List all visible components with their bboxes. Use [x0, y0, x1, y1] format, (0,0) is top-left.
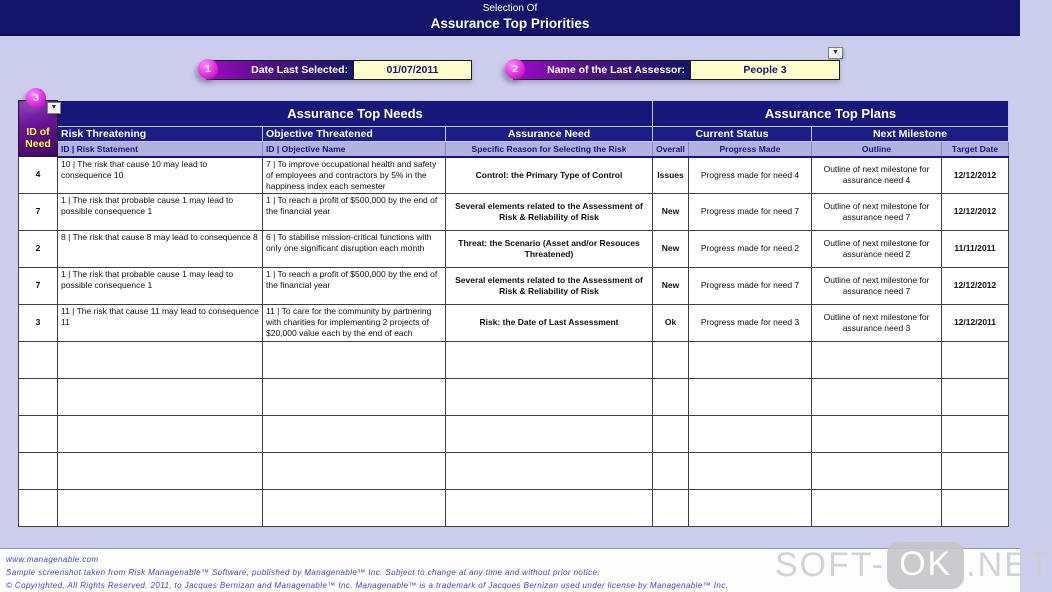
empty-cell	[812, 342, 942, 379]
specific-reason-column-header: Specific Reason for Selecting the Risk	[446, 142, 653, 157]
empty-cell	[58, 490, 263, 527]
progress-made-cell: Progress made for need 7	[689, 268, 812, 305]
empty-cell	[58, 416, 263, 453]
objective-threatened-header: Objective Threatened	[263, 127, 446, 142]
last-assessor-control	[513, 60, 840, 80]
watermark-text: SOFT-	[775, 545, 886, 584]
empty-cell	[58, 379, 263, 416]
footer-copyright: © Copyrighted, All Rights Reserved, 2011, to Jacques Bernizan and Managenable™ Inc. Managenable™ is a trademark of Jacques Bernizan used under license by Managenable™ Inc.	[6, 581, 729, 590]
need-id-cell: 4	[19, 157, 58, 194]
watermark-text: .NET	[966, 545, 1052, 584]
target-date-cell: 12/12/2012	[942, 157, 1009, 194]
table-row	[19, 157, 1009, 194]
assurance-need-cell: Risk: the Date of Last Assessment	[446, 305, 653, 342]
target-date-cell: 12/12/2011	[942, 305, 1009, 342]
objective-cell: 1 | To reach a profit of $500,000 by the end of the financial year	[263, 194, 446, 231]
empty-cell	[942, 416, 1009, 453]
assessor-dropdown-button[interactable]	[828, 47, 843, 59]
milestone-outline-cell: Outline of next milestone for assurance need 7	[812, 194, 942, 231]
empty-cell	[689, 490, 812, 527]
objective-cell: 11 | To care for the community by partnering with charities for implementing 2 projects of $20,000 value each by the end of each	[263, 305, 446, 342]
need-id-cell: 2	[19, 231, 58, 268]
empty-table-row	[19, 342, 1009, 379]
date-last-selected-field[interactable]: 01/07/2011	[353, 61, 471, 79]
footer-website-url: www.managenable.com	[6, 555, 99, 564]
target-date-cell: 12/12/2012	[942, 194, 1009, 231]
objective-cell: 1 | To reach a profit of $500,000 by the end of the financial year	[263, 268, 446, 305]
empty-cell	[446, 453, 653, 490]
empty-cell	[812, 490, 942, 527]
empty-cell	[653, 416, 689, 453]
empty-cell	[263, 379, 446, 416]
milestone-outline-cell: Outline of next milestone for assurance need 7	[812, 268, 942, 305]
empty-cell	[812, 416, 942, 453]
id-of-need-header: ID of Need	[19, 101, 58, 157]
assurance-top-plans-header: Assurance Top Plans	[653, 101, 1009, 127]
empty-cell	[58, 453, 263, 490]
progress-made-cell: Progress made for need 2	[689, 231, 812, 268]
target-date-column-header: Target Date	[942, 142, 1009, 157]
empty-cell	[446, 379, 653, 416]
chevron-down-icon: ▼	[832, 49, 839, 56]
id-filter-dropdown-button[interactable]	[47, 102, 61, 114]
table-row	[19, 268, 1009, 305]
assurance-need-cell: Threat: the Scenario (Asset and/or Resouces Threatened)	[446, 231, 653, 268]
empty-table-row	[19, 453, 1009, 490]
assurance-top-needs-header: Assurance Top Needs	[58, 101, 653, 127]
title-subtext: Selection Of	[482, 3, 538, 14]
empty-cell	[19, 379, 58, 416]
progress-made-column-header: Progress Made	[689, 142, 812, 157]
risk-statement-cell: 11 | The risk that cause 11 may lead to consequence 11	[58, 305, 263, 342]
risk-threatening-header: Risk Threatening	[58, 127, 263, 142]
empty-cell	[263, 416, 446, 453]
overall-status-cell: New	[653, 194, 689, 231]
empty-cell	[942, 342, 1009, 379]
empty-table-row	[19, 490, 1009, 527]
empty-table-row	[19, 379, 1009, 416]
empty-cell	[942, 453, 1009, 490]
empty-cell	[446, 416, 653, 453]
table-row	[19, 194, 1009, 231]
overall-status-cell: Issues	[653, 157, 689, 194]
table-row	[19, 231, 1009, 268]
overall-column-header: Overall	[653, 142, 689, 157]
milestone-outline-cell: Outline of next milestone for assurance need 2	[812, 231, 942, 268]
outline-column-header: Outline	[812, 142, 942, 157]
empty-cell	[19, 490, 58, 527]
milestone-outline-cell: Outline of next milestone for assurance need 3	[812, 305, 942, 342]
empty-table-row	[19, 416, 1009, 453]
priorities-table	[18, 100, 1009, 527]
table-row	[19, 305, 1009, 342]
empty-cell	[812, 379, 942, 416]
objective-name-column-header: ID | Objective Name	[263, 142, 446, 157]
watermark-badge: OK	[887, 542, 964, 589]
date-last-selected-control	[206, 60, 472, 80]
table-body	[19, 157, 1009, 527]
target-date-cell: 12/12/2012	[942, 268, 1009, 305]
need-id-cell: 7	[19, 268, 58, 305]
assurance-need-header: Assurance Need	[446, 127, 653, 142]
need-id-cell: 7	[19, 194, 58, 231]
assurance-need-cell: Control: the Primary Type of Control	[446, 157, 653, 194]
footer-disclaimer: Sample screenshot taken from Risk Managenable™ Software, published by Managenable™ Inc. Subject to change at any time and without prior notice.	[6, 568, 600, 577]
assurance-need-cell: Several elements related to the Assessment of Risk & Reliability of Risk	[446, 194, 653, 231]
assurance-need-cell: Several elements related to the Assessment of Risk & Reliability of Risk	[446, 268, 653, 305]
empty-cell	[19, 342, 58, 379]
objective-cell: 7 | To improve occupational health and safety of employees and contractors by 5% in the happiness index each semester	[263, 157, 446, 194]
step-3-badge: 3	[26, 88, 46, 108]
step-1-badge: 1	[198, 59, 218, 79]
date-last-selected-label: Date Last Selected:	[207, 61, 353, 79]
empty-cell	[263, 490, 446, 527]
risk-statement-cell: 10 | The risk that cause 10 may lead to consequence 10	[58, 157, 263, 194]
last-assessor-label: Name of the Last Assessor:	[514, 61, 690, 79]
empty-cell	[689, 342, 812, 379]
empty-cell	[942, 490, 1009, 527]
milestone-outline-cell: Outline of next milestone for assurance need 4	[812, 157, 942, 194]
overall-status-cell: Ok	[653, 305, 689, 342]
empty-cell	[942, 379, 1009, 416]
page-title: Assurance Top Priorities	[430, 16, 590, 31]
empty-cell	[689, 453, 812, 490]
empty-cell	[58, 342, 263, 379]
risk-statement-cell: 1 | The risk that probable cause 1 may lead to possible consequence 1	[58, 194, 263, 231]
objective-cell: 6 | To stabilise mission-critical functions with only one significant disruption each month	[263, 231, 446, 268]
target-date-cell: 11/11/2011	[942, 231, 1009, 268]
empty-cell	[689, 416, 812, 453]
title-bar	[0, 0, 1020, 36]
progress-made-cell: Progress made for need 3	[689, 305, 812, 342]
chevron-down-icon: ▼	[50, 104, 58, 111]
empty-cell	[446, 490, 653, 527]
empty-cell	[653, 342, 689, 379]
empty-cell	[446, 342, 653, 379]
empty-cell	[653, 490, 689, 527]
empty-cell	[263, 453, 446, 490]
progress-made-cell: Progress made for need 4	[689, 157, 812, 194]
next-milestone-header: Next Milestone	[812, 127, 1009, 142]
need-id-cell: 3	[19, 305, 58, 342]
current-status-header: Current Status	[653, 127, 812, 142]
overall-status-cell: New	[653, 231, 689, 268]
empty-cell	[689, 379, 812, 416]
empty-cell	[653, 379, 689, 416]
last-assessor-field[interactable]: People 3	[690, 61, 839, 79]
progress-made-cell: Progress made for need 7	[689, 194, 812, 231]
risk-statement-cell: 8 | The risk that cause 8 may lead to consequence 8	[58, 231, 263, 268]
empty-cell	[653, 453, 689, 490]
overall-status-cell: New	[653, 268, 689, 305]
footer	[0, 545, 1020, 592]
risk-statement-cell: 1 | The risk that probable cause 1 may lead to possible consequence 1	[58, 268, 263, 305]
empty-cell	[263, 342, 446, 379]
risk-statement-column-header: ID | Risk Statement	[58, 142, 263, 157]
empty-cell	[19, 416, 58, 453]
step-2-badge: 2	[505, 59, 525, 79]
empty-cell	[19, 453, 58, 490]
empty-cell	[812, 453, 942, 490]
